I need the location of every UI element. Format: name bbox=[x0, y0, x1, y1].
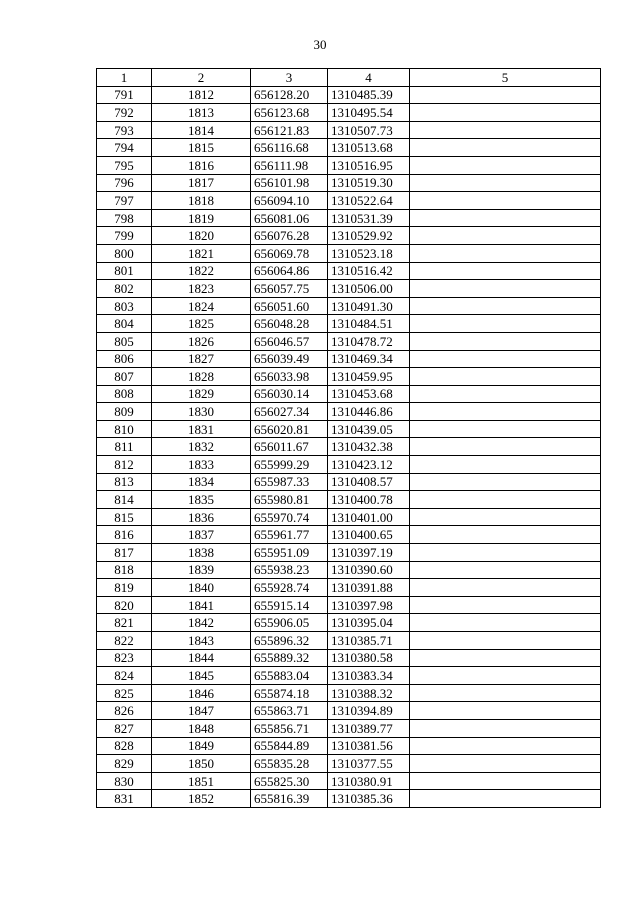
table-cell bbox=[410, 192, 601, 210]
table-row bbox=[97, 139, 601, 157]
table-cell bbox=[410, 579, 601, 597]
table-cell: 814 bbox=[97, 491, 152, 509]
table-cell bbox=[410, 262, 601, 280]
table-cell: 1850 bbox=[152, 755, 251, 773]
table-cell: 1822 bbox=[152, 262, 251, 280]
table-cell: 1310408.57 bbox=[328, 473, 410, 491]
table-cell: 656027.34 bbox=[251, 403, 328, 421]
table-cell: 792 bbox=[97, 104, 152, 122]
table-cell: 816 bbox=[97, 526, 152, 544]
table-cell: 812 bbox=[97, 456, 152, 474]
table-cell bbox=[410, 491, 601, 509]
table-cell bbox=[410, 561, 601, 579]
table-cell: 1845 bbox=[152, 667, 251, 685]
table-cell: 1310389.77 bbox=[328, 719, 410, 737]
table-cell: 1829 bbox=[152, 385, 251, 403]
table-cell: 655915.14 bbox=[251, 596, 328, 614]
table-cell: 1852 bbox=[152, 790, 251, 808]
table-cell: 1310485.39 bbox=[328, 86, 410, 104]
table-cell: 656048.28 bbox=[251, 315, 328, 333]
table-cell: 1310423.12 bbox=[328, 456, 410, 474]
table-cell: 1310495.54 bbox=[328, 104, 410, 122]
table-cell: 1838 bbox=[152, 544, 251, 562]
table-cell: 656101.98 bbox=[251, 174, 328, 192]
table-row bbox=[97, 508, 601, 526]
table-cell: 1849 bbox=[152, 737, 251, 755]
table-row bbox=[97, 121, 601, 139]
table-body bbox=[97, 86, 601, 807]
table-cell: 656051.60 bbox=[251, 297, 328, 315]
table-cell: 809 bbox=[97, 403, 152, 421]
table-cell: 1848 bbox=[152, 719, 251, 737]
table-row bbox=[97, 737, 601, 755]
table-cell: 655874.18 bbox=[251, 684, 328, 702]
table-cell: 1310395.04 bbox=[328, 614, 410, 632]
table-cell: 1821 bbox=[152, 244, 251, 262]
table-cell bbox=[410, 420, 601, 438]
table-cell bbox=[410, 244, 601, 262]
table-cell: 1310453.68 bbox=[328, 385, 410, 403]
table-row bbox=[97, 174, 601, 192]
table-cell: 1839 bbox=[152, 561, 251, 579]
table-row bbox=[97, 420, 601, 438]
table-cell: 1843 bbox=[152, 632, 251, 650]
table-cell: 791 bbox=[97, 86, 152, 104]
table-cell: 799 bbox=[97, 227, 152, 245]
table-cell: 655980.81 bbox=[251, 491, 328, 509]
table-row bbox=[97, 192, 601, 210]
table-cell bbox=[410, 121, 601, 139]
table-cell: 655938.23 bbox=[251, 561, 328, 579]
table-cell bbox=[410, 227, 601, 245]
table-cell: 805 bbox=[97, 332, 152, 350]
table-cell: 1835 bbox=[152, 491, 251, 509]
table-cell: 1846 bbox=[152, 684, 251, 702]
table-row bbox=[97, 684, 601, 702]
coordinates-table bbox=[96, 68, 601, 808]
table-cell: 810 bbox=[97, 420, 152, 438]
table-cell: 655844.89 bbox=[251, 737, 328, 755]
table-cell: 1817 bbox=[152, 174, 251, 192]
table-cell bbox=[410, 614, 601, 632]
table-row bbox=[97, 244, 601, 262]
table-cell bbox=[410, 790, 601, 808]
table-cell: 655961.77 bbox=[251, 526, 328, 544]
table-cell: 1310394.89 bbox=[328, 702, 410, 720]
table-cell: 1310516.42 bbox=[328, 262, 410, 280]
table-cell: 1310522.64 bbox=[328, 192, 410, 210]
column-header: 1 bbox=[97, 69, 152, 87]
table-cell: 1310397.98 bbox=[328, 596, 410, 614]
table-row bbox=[97, 544, 601, 562]
table-cell: 1827 bbox=[152, 350, 251, 368]
table-cell: 655883.04 bbox=[251, 667, 328, 685]
table-cell: 1310432.38 bbox=[328, 438, 410, 456]
table-cell bbox=[410, 209, 601, 227]
table-cell: 1832 bbox=[152, 438, 251, 456]
table-cell: 656039.49 bbox=[251, 350, 328, 368]
table-cell: 797 bbox=[97, 192, 152, 210]
table-cell bbox=[410, 473, 601, 491]
table-cell: 798 bbox=[97, 209, 152, 227]
table-row bbox=[97, 209, 601, 227]
table-cell: 1310385.71 bbox=[328, 632, 410, 650]
table-row bbox=[97, 403, 601, 421]
table-cell: 1816 bbox=[152, 156, 251, 174]
table-cell bbox=[410, 174, 601, 192]
table-cell: 1310400.78 bbox=[328, 491, 410, 509]
table-cell: 796 bbox=[97, 174, 152, 192]
table-cell: 795 bbox=[97, 156, 152, 174]
table-cell: 655889.32 bbox=[251, 649, 328, 667]
table-row bbox=[97, 297, 601, 315]
table-cell bbox=[410, 508, 601, 526]
table-cell bbox=[410, 139, 601, 157]
table-cell: 1310380.58 bbox=[328, 649, 410, 667]
table-cell: 1828 bbox=[152, 368, 251, 386]
table-cell bbox=[410, 596, 601, 614]
table-row bbox=[97, 649, 601, 667]
table-cell: 1310478.72 bbox=[328, 332, 410, 350]
table-cell: 656069.78 bbox=[251, 244, 328, 262]
table-cell: 655970.74 bbox=[251, 508, 328, 526]
table-cell: 829 bbox=[97, 755, 152, 773]
table-cell: 655951.09 bbox=[251, 544, 328, 562]
table-row bbox=[97, 755, 601, 773]
table-cell: 1818 bbox=[152, 192, 251, 210]
table-cell: 813 bbox=[97, 473, 152, 491]
table-cell: 1819 bbox=[152, 209, 251, 227]
table-cell: 1826 bbox=[152, 332, 251, 350]
table-cell bbox=[410, 403, 601, 421]
table-cell bbox=[410, 667, 601, 685]
column-header: 5 bbox=[410, 69, 601, 87]
table-cell: 1814 bbox=[152, 121, 251, 139]
table-cell: 656020.81 bbox=[251, 420, 328, 438]
table-cell: 818 bbox=[97, 561, 152, 579]
table-row bbox=[97, 262, 601, 280]
table-cell: 1310469.34 bbox=[328, 350, 410, 368]
table-cell bbox=[410, 368, 601, 386]
table-cell bbox=[410, 649, 601, 667]
column-header: 4 bbox=[328, 69, 410, 87]
table-cell bbox=[410, 315, 601, 333]
table-cell: 821 bbox=[97, 614, 152, 632]
table-cell: 817 bbox=[97, 544, 152, 562]
table-row bbox=[97, 315, 601, 333]
table-cell: 800 bbox=[97, 244, 152, 262]
table-cell: 655906.05 bbox=[251, 614, 328, 632]
table-cell: 802 bbox=[97, 280, 152, 298]
table-cell bbox=[410, 280, 601, 298]
table-cell: 1823 bbox=[152, 280, 251, 298]
table-cell: 1310385.36 bbox=[328, 790, 410, 808]
table-cell: 656123.68 bbox=[251, 104, 328, 122]
table-row bbox=[97, 632, 601, 650]
table-cell: 819 bbox=[97, 579, 152, 597]
table-cell: 1833 bbox=[152, 456, 251, 474]
table-row bbox=[97, 280, 601, 298]
table-cell: 1310381.56 bbox=[328, 737, 410, 755]
table-cell bbox=[410, 156, 601, 174]
table-cell bbox=[410, 755, 601, 773]
table-row bbox=[97, 456, 601, 474]
table-cell: 823 bbox=[97, 649, 152, 667]
table-cell: 1820 bbox=[152, 227, 251, 245]
table-cell bbox=[410, 702, 601, 720]
table-cell: 655928.74 bbox=[251, 579, 328, 597]
table-cell: 1310529.92 bbox=[328, 227, 410, 245]
table-cell: 656057.75 bbox=[251, 280, 328, 298]
column-header: 2 bbox=[152, 69, 251, 87]
table-cell: 656121.83 bbox=[251, 121, 328, 139]
table-cell: 656046.57 bbox=[251, 332, 328, 350]
table-cell: 811 bbox=[97, 438, 152, 456]
table-cell: 1834 bbox=[152, 473, 251, 491]
table-cell: 1310383.34 bbox=[328, 667, 410, 685]
table-cell bbox=[410, 104, 601, 122]
table-cell: 807 bbox=[97, 368, 152, 386]
table-cell: 1310400.65 bbox=[328, 526, 410, 544]
table-cell: 656011.67 bbox=[251, 438, 328, 456]
table-cell: 1813 bbox=[152, 104, 251, 122]
table-row bbox=[97, 702, 601, 720]
table-row bbox=[97, 491, 601, 509]
table-cell bbox=[410, 544, 601, 562]
table-cell: 1824 bbox=[152, 297, 251, 315]
table-cell: 1851 bbox=[152, 772, 251, 790]
table-cell: 656128.20 bbox=[251, 86, 328, 104]
table-cell: 1812 bbox=[152, 86, 251, 104]
table-cell: 1830 bbox=[152, 403, 251, 421]
table-cell: 830 bbox=[97, 772, 152, 790]
table-row bbox=[97, 614, 601, 632]
table-cell bbox=[410, 772, 601, 790]
table-cell: 820 bbox=[97, 596, 152, 614]
table-cell: 1310459.95 bbox=[328, 368, 410, 386]
table-row bbox=[97, 156, 601, 174]
table-cell: 1310397.19 bbox=[328, 544, 410, 562]
table-cell: 655816.39 bbox=[251, 790, 328, 808]
table-cell: 1310507.73 bbox=[328, 121, 410, 139]
table-cell: 656116.68 bbox=[251, 139, 328, 157]
table-cell: 822 bbox=[97, 632, 152, 650]
table-cell: 1815 bbox=[152, 139, 251, 157]
table-cell: 1310506.00 bbox=[328, 280, 410, 298]
table-cell: 803 bbox=[97, 297, 152, 315]
table-cell: 655825.30 bbox=[251, 772, 328, 790]
table-cell: 1310519.30 bbox=[328, 174, 410, 192]
table-cell bbox=[410, 438, 601, 456]
table-cell: 656064.86 bbox=[251, 262, 328, 280]
table-cell: 1310491.30 bbox=[328, 297, 410, 315]
table-cell: 825 bbox=[97, 684, 152, 702]
table-cell: 806 bbox=[97, 350, 152, 368]
table-row bbox=[97, 104, 601, 122]
table-cell bbox=[410, 332, 601, 350]
table-cell: 656111.98 bbox=[251, 156, 328, 174]
table-cell: 656030.14 bbox=[251, 385, 328, 403]
table-cell bbox=[410, 737, 601, 755]
table-cell bbox=[410, 297, 601, 315]
table-cell: 804 bbox=[97, 315, 152, 333]
table-cell bbox=[410, 526, 601, 544]
table-cell bbox=[410, 684, 601, 702]
table-cell: 831 bbox=[97, 790, 152, 808]
table-cell: 1844 bbox=[152, 649, 251, 667]
table-row bbox=[97, 667, 601, 685]
table-cell: 1840 bbox=[152, 579, 251, 597]
table-cell bbox=[410, 456, 601, 474]
table-cell: 1310446.86 bbox=[328, 403, 410, 421]
table-cell bbox=[410, 632, 601, 650]
table-row bbox=[97, 350, 601, 368]
table-cell: 1825 bbox=[152, 315, 251, 333]
table-cell: 826 bbox=[97, 702, 152, 720]
table-cell: 801 bbox=[97, 262, 152, 280]
table-row bbox=[97, 719, 601, 737]
table-cell: 828 bbox=[97, 737, 152, 755]
table-header-row bbox=[97, 69, 601, 87]
table-cell: 1310401.00 bbox=[328, 508, 410, 526]
table-row bbox=[97, 579, 601, 597]
table-row bbox=[97, 473, 601, 491]
table-cell: 1310531.39 bbox=[328, 209, 410, 227]
table-cell: 1310377.55 bbox=[328, 755, 410, 773]
table-cell: 1847 bbox=[152, 702, 251, 720]
table-row bbox=[97, 332, 601, 350]
table-row bbox=[97, 385, 601, 403]
table-cell: 1310523.18 bbox=[328, 244, 410, 262]
table-cell: 1831 bbox=[152, 420, 251, 438]
table-cell: 1310390.60 bbox=[328, 561, 410, 579]
table-row bbox=[97, 772, 601, 790]
table-row bbox=[97, 790, 601, 808]
table-cell: 815 bbox=[97, 508, 152, 526]
page-number: 30 bbox=[313, 37, 327, 52]
table-cell bbox=[410, 350, 601, 368]
table-cell: 656076.28 bbox=[251, 227, 328, 245]
table-cell: 655835.28 bbox=[251, 755, 328, 773]
table-cell: 1310380.91 bbox=[328, 772, 410, 790]
table-cell: 1310513.68 bbox=[328, 139, 410, 157]
table-cell: 1310391.88 bbox=[328, 579, 410, 597]
table-row bbox=[97, 561, 601, 579]
table-row bbox=[97, 368, 601, 386]
table-cell: 655987.33 bbox=[251, 473, 328, 491]
table-row bbox=[97, 526, 601, 544]
table-cell bbox=[410, 385, 601, 403]
table-cell: 655896.32 bbox=[251, 632, 328, 650]
table-cell: 1842 bbox=[152, 614, 251, 632]
table-row bbox=[97, 596, 601, 614]
table-cell: 1841 bbox=[152, 596, 251, 614]
table-cell: 1310516.95 bbox=[328, 156, 410, 174]
table-cell: 656094.10 bbox=[251, 192, 328, 210]
table-row bbox=[97, 86, 601, 104]
table-cell: 655999.29 bbox=[251, 456, 328, 474]
table-row bbox=[97, 227, 601, 245]
table-cell bbox=[410, 719, 601, 737]
table-cell: 794 bbox=[97, 139, 152, 157]
table-cell bbox=[410, 86, 601, 104]
table-cell: 1836 bbox=[152, 508, 251, 526]
table-cell: 655856.71 bbox=[251, 719, 328, 737]
table-cell: 1310484.51 bbox=[328, 315, 410, 333]
table-cell: 827 bbox=[97, 719, 152, 737]
table-cell: 1837 bbox=[152, 526, 251, 544]
table-cell: 808 bbox=[97, 385, 152, 403]
column-header: 3 bbox=[251, 69, 328, 87]
table-cell: 656033.98 bbox=[251, 368, 328, 386]
table-row bbox=[97, 438, 601, 456]
table-cell: 655863.71 bbox=[251, 702, 328, 720]
table-cell: 1310439.05 bbox=[328, 420, 410, 438]
table-cell: 1310388.32 bbox=[328, 684, 410, 702]
table-cell: 793 bbox=[97, 121, 152, 139]
table-cell: 656081.06 bbox=[251, 209, 328, 227]
table-cell: 824 bbox=[97, 667, 152, 685]
